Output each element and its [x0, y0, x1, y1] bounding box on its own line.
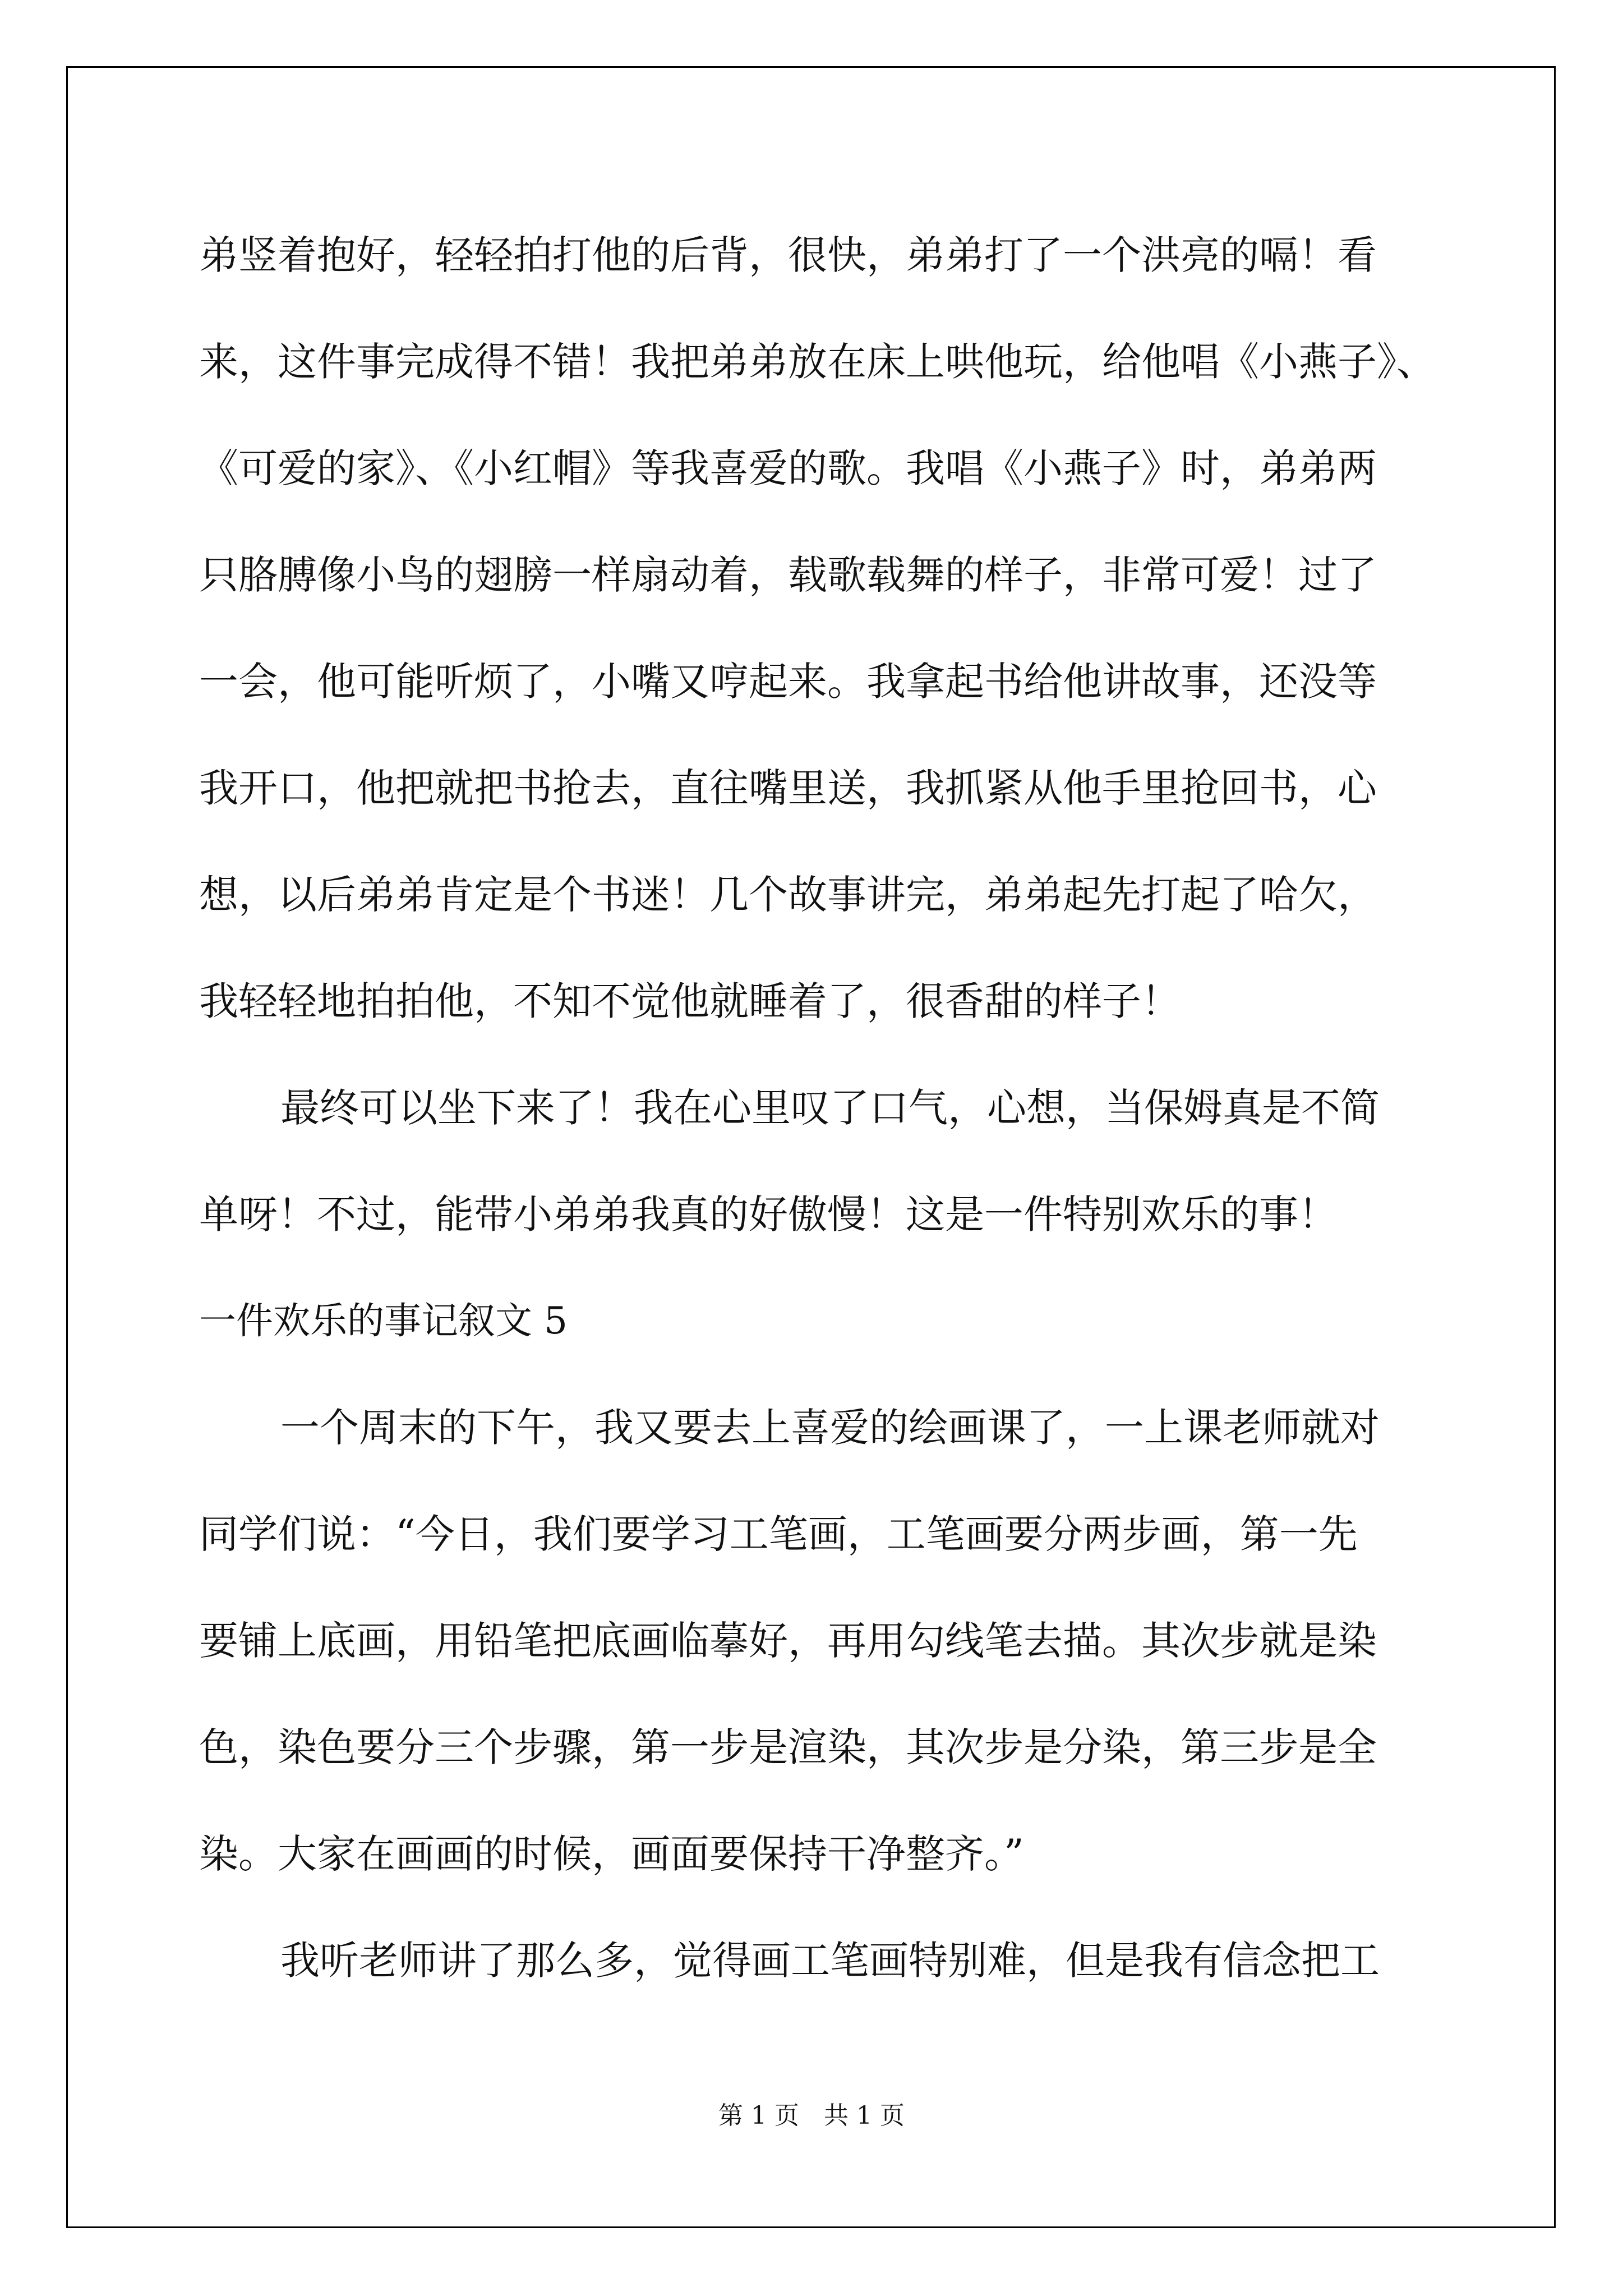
document-body [199, 202, 1495, 2014]
text-line: 一会，他可能听烦了，小嘴又哼起来。我拿起书给他讲故事，还没等 [199, 659, 1377, 705]
text-line: 染。大家在画画的时候，画面要保持干净整齐。” [199, 1831, 1024, 1877]
paragraph-start-line: 一个周末的下午，我又要去上喜爱的绘画课了，一上课老师就对 [280, 1405, 1380, 1451]
text-line: 只胳膊像小鸟的翅膀一样扇动着，载歌载舞的样子，非常可爱！过了 [199, 552, 1377, 598]
paragraph-start-line: 我听老师讲了那么多，觉得画工笔画特别难，但是我有信念把工 [280, 1938, 1380, 1984]
text-line: 我开口，他把就把书抢去，直往嘴里送，我抓紧从他手里抢回书，心 [199, 765, 1377, 811]
text-line: 《可爱的家》、《小红帽》等我喜爱的歌。我唱《小燕子》时，弟弟两 [199, 445, 1377, 491]
text-line: 想，以后弟弟肯定是个书迷！几个故事讲完，弟弟起先打起了哈欠， [199, 872, 1377, 918]
text-line: 弟竖着抱好，轻轻拍打他的后背，很快，弟弟打了一个洪亮的嗝！看 [199, 232, 1377, 278]
section-heading: 一件欢乐的事记叙文 5 [199, 1299, 568, 1342]
text-line: 单呀！不过，能带小弟弟我真的好傲慢！这是一件特别欢乐的事！ [199, 1191, 1338, 1237]
text-line: 同学们说：“今日，我们要学习工笔画，工笔画要分两步画，第一先 [199, 1511, 1358, 1557]
text-line: 要铺上底画，用铅笔把底画临摹好，再用勾线笔去描。其次步就是染 [199, 1618, 1377, 1664]
text-line: 来，这件事完成得不错！我把弟弟放在床上哄他玩，给他唱《小燕子》、 [199, 339, 1436, 385]
page-number-footer: 第 1 页 共 1 页 [718, 2101, 905, 2130]
text-line: 色，染色要分三个步骤，第一步是渲染，其次步是分染，第三步是全 [199, 1724, 1377, 1770]
paragraph-start-line: 最终可以坐下来了！我在心里叹了口气，心想，当保姆真是不简 [280, 1085, 1380, 1131]
text-line: 我轻轻地拍拍他，不知不觉他就睡着了，很香甜的样子！ [199, 978, 1181, 1024]
